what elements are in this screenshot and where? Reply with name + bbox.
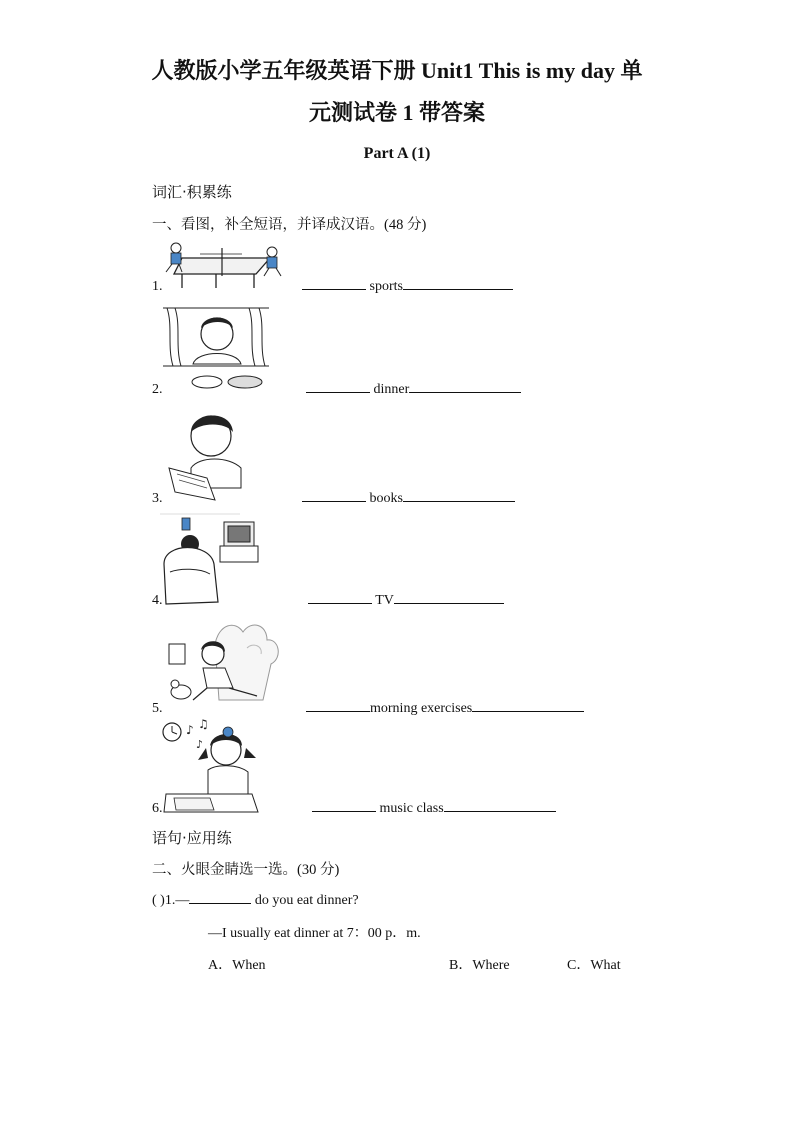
item-5 bbox=[152, 699, 584, 717]
item-word: TV bbox=[372, 593, 394, 608]
mc-question-1 bbox=[152, 891, 359, 909]
item-word: sports bbox=[366, 279, 403, 294]
svg-text:♫: ♫ bbox=[198, 718, 209, 731]
section-sentences: 语句·应用练 bbox=[152, 829, 232, 847]
q1-heading-text: 一、看图，补全短语，并译成汉语。 bbox=[152, 217, 384, 233]
item-number: 3. bbox=[152, 491, 163, 506]
question-text: do you eat dinner? bbox=[251, 893, 359, 908]
q1-heading bbox=[152, 213, 426, 234]
svg-text:♪: ♪ bbox=[196, 738, 204, 751]
item-number: 5. bbox=[152, 701, 163, 716]
answer-blank[interactable] bbox=[312, 799, 376, 812]
q2-score: (30 分) bbox=[297, 862, 340, 878]
translation-blank[interactable] bbox=[409, 380, 521, 393]
question-number: 1.— bbox=[164, 893, 190, 908]
item-word: music class bbox=[376, 801, 444, 816]
morning-exercises-illustration bbox=[163, 614, 283, 706]
item-3 bbox=[152, 489, 515, 507]
svg-text:♪: ♪ bbox=[186, 723, 194, 737]
translation-blank[interactable] bbox=[444, 799, 556, 812]
page-title-line2: 元测试卷 1 带答案 bbox=[308, 100, 485, 125]
translation-blank[interactable] bbox=[403, 489, 515, 502]
item-word: morning exercises bbox=[370, 701, 473, 716]
item-4 bbox=[152, 591, 504, 609]
item-2 bbox=[152, 380, 521, 398]
translation-blank[interactable] bbox=[403, 277, 513, 290]
page-title-line1: 人教版小学五年级英语下册 Unit1 This is my day 单 bbox=[151, 58, 643, 83]
answer-blank[interactable] bbox=[302, 277, 366, 290]
answer-blank[interactable] bbox=[306, 380, 370, 393]
answer-blank[interactable] bbox=[308, 591, 372, 604]
q2-heading bbox=[152, 858, 339, 879]
section-vocabulary: 词汇·积累练 bbox=[152, 183, 232, 201]
translation-blank[interactable] bbox=[394, 591, 504, 604]
answer-paren[interactable]: ( ) bbox=[152, 893, 165, 908]
answer-blank[interactable] bbox=[306, 699, 370, 712]
item-number: 2. bbox=[152, 382, 163, 397]
q2-heading-text: 二、火眼金睛选一选。 bbox=[152, 862, 297, 878]
item-word: books bbox=[366, 491, 403, 506]
translation-blank[interactable] bbox=[472, 699, 584, 712]
item-number: 4. bbox=[152, 593, 163, 608]
item-number: 1. bbox=[152, 279, 163, 294]
item-1 bbox=[152, 277, 513, 295]
question-blank[interactable] bbox=[189, 891, 251, 904]
item-number: 6. bbox=[152, 801, 163, 816]
part-label: Part A (1) bbox=[363, 145, 431, 162]
item-6 bbox=[152, 799, 556, 817]
item-word: dinner bbox=[370, 382, 410, 397]
option-a[interactable]: A．When bbox=[208, 958, 266, 973]
answer-blank[interactable] bbox=[302, 489, 366, 502]
option-b[interactable]: B．Where bbox=[449, 958, 510, 973]
option-c[interactable]: C．What bbox=[567, 958, 621, 973]
mc-answer-line: —I usually eat dinner at 7：00 p．m. bbox=[208, 926, 421, 941]
q1-score: (48 分) bbox=[384, 217, 427, 233]
